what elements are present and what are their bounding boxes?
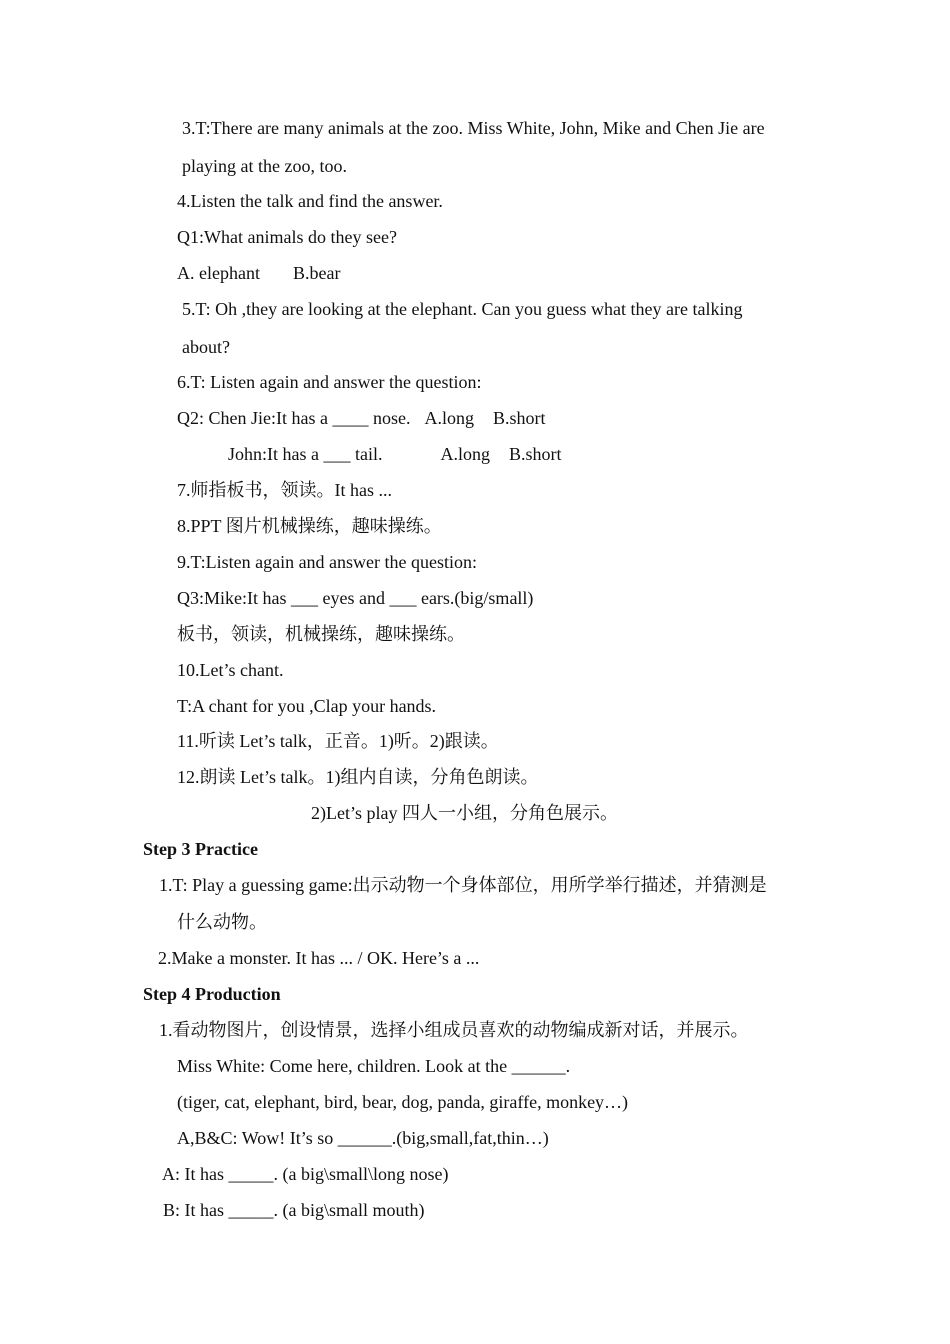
line-8: 8.PPT 图片机械操练，趣味操练。 [177,516,442,536]
option-a: A. elephant [177,263,260,283]
q2-chen-option-a: A.long [424,408,474,428]
question-2-john [228,443,562,465]
step-3-item-1b: 什么动物。 [177,912,267,932]
line-4: 4.Listen the talk and find the answer. [177,191,443,211]
line-3a: 3.T:There are many animals at the zoo. Miss White, John, Mike and Chen Jie are [182,118,765,138]
question-3: Q3:Mike:It has ___ eyes and ___ ears.(big/small) [177,588,534,608]
line-11: 11.听读 Let’s talk，正音。1)听。2)跟读。 [177,731,499,751]
dialog-line-1: Miss White: Come here, children. Look at the ______. [177,1056,571,1076]
q2-john-text: John:It has a ___ tail. [228,444,383,464]
dialog-line-4: A: It has _____. (a big\small\long nose) [162,1164,449,1184]
line-6: 6.T: Listen again and answer the question: [177,372,482,392]
dialog-line-2: (tiger, cat, elephant, bird, bear, dog, panda, giraffe, monkey…) [177,1092,629,1112]
step-4-heading: Step 4 Production [143,984,281,1004]
question-3-note: 板书，领读，机械操练，趣味操练。 [177,624,465,644]
step-3-item-1a: 1.T: Play a guessing game:出示动物一个身体部位，用所学举行描述，并猜测是 [159,875,767,895]
option-b: B.bear [292,263,341,283]
line-9: 9.T:Listen again and answer the question: [177,552,478,572]
q2-chen-text: Q2: Chen Jie:It has a ____ nose. [177,408,411,428]
line-12: 12.朗读 Let’s talk。1)组内自读，分角色朗读。 [177,767,539,787]
q2-john-option-b: B.short [508,444,562,464]
step-4-item-1: 1.看动物图片，创设情景，选择小组成员喜欢的动物编成新对话，并展示。 [159,1020,749,1040]
question-1: Q1:What animals do they see? [177,227,397,247]
line-7: 7.师指板书，领读。It has ... [177,480,392,500]
line-10-chant: T:A chant for you ,Clap your hands. [177,696,437,716]
line-5a: 5.T: Oh ,they are looking at the elephant. Can you guess what they are talking [182,299,743,319]
q2-chen-option-b: B.short [492,408,546,428]
line-10: 10.Let’s chant. [177,660,284,680]
question-2-chen [177,407,545,429]
dialog-line-3: A,B&C: Wow! It’s so ______.(big,small,fat,thin…) [177,1128,549,1148]
line-3b: playing at the zoo, too. [182,156,347,176]
step-3-heading: Step 3 Practice [143,839,258,859]
step-3-item-2: 2.Make a monster. It has ... / OK. Here’s a ... [158,948,480,968]
line-5b: about? [182,337,230,357]
line-12b: 2)Let’s play 四人一小组，分角色展示。 [311,803,618,823]
dialog-line-5: B: It has _____. (a big\small mouth) [163,1200,425,1220]
question-1-options [177,262,340,284]
q2-john-option-a: A.long [440,444,490,464]
